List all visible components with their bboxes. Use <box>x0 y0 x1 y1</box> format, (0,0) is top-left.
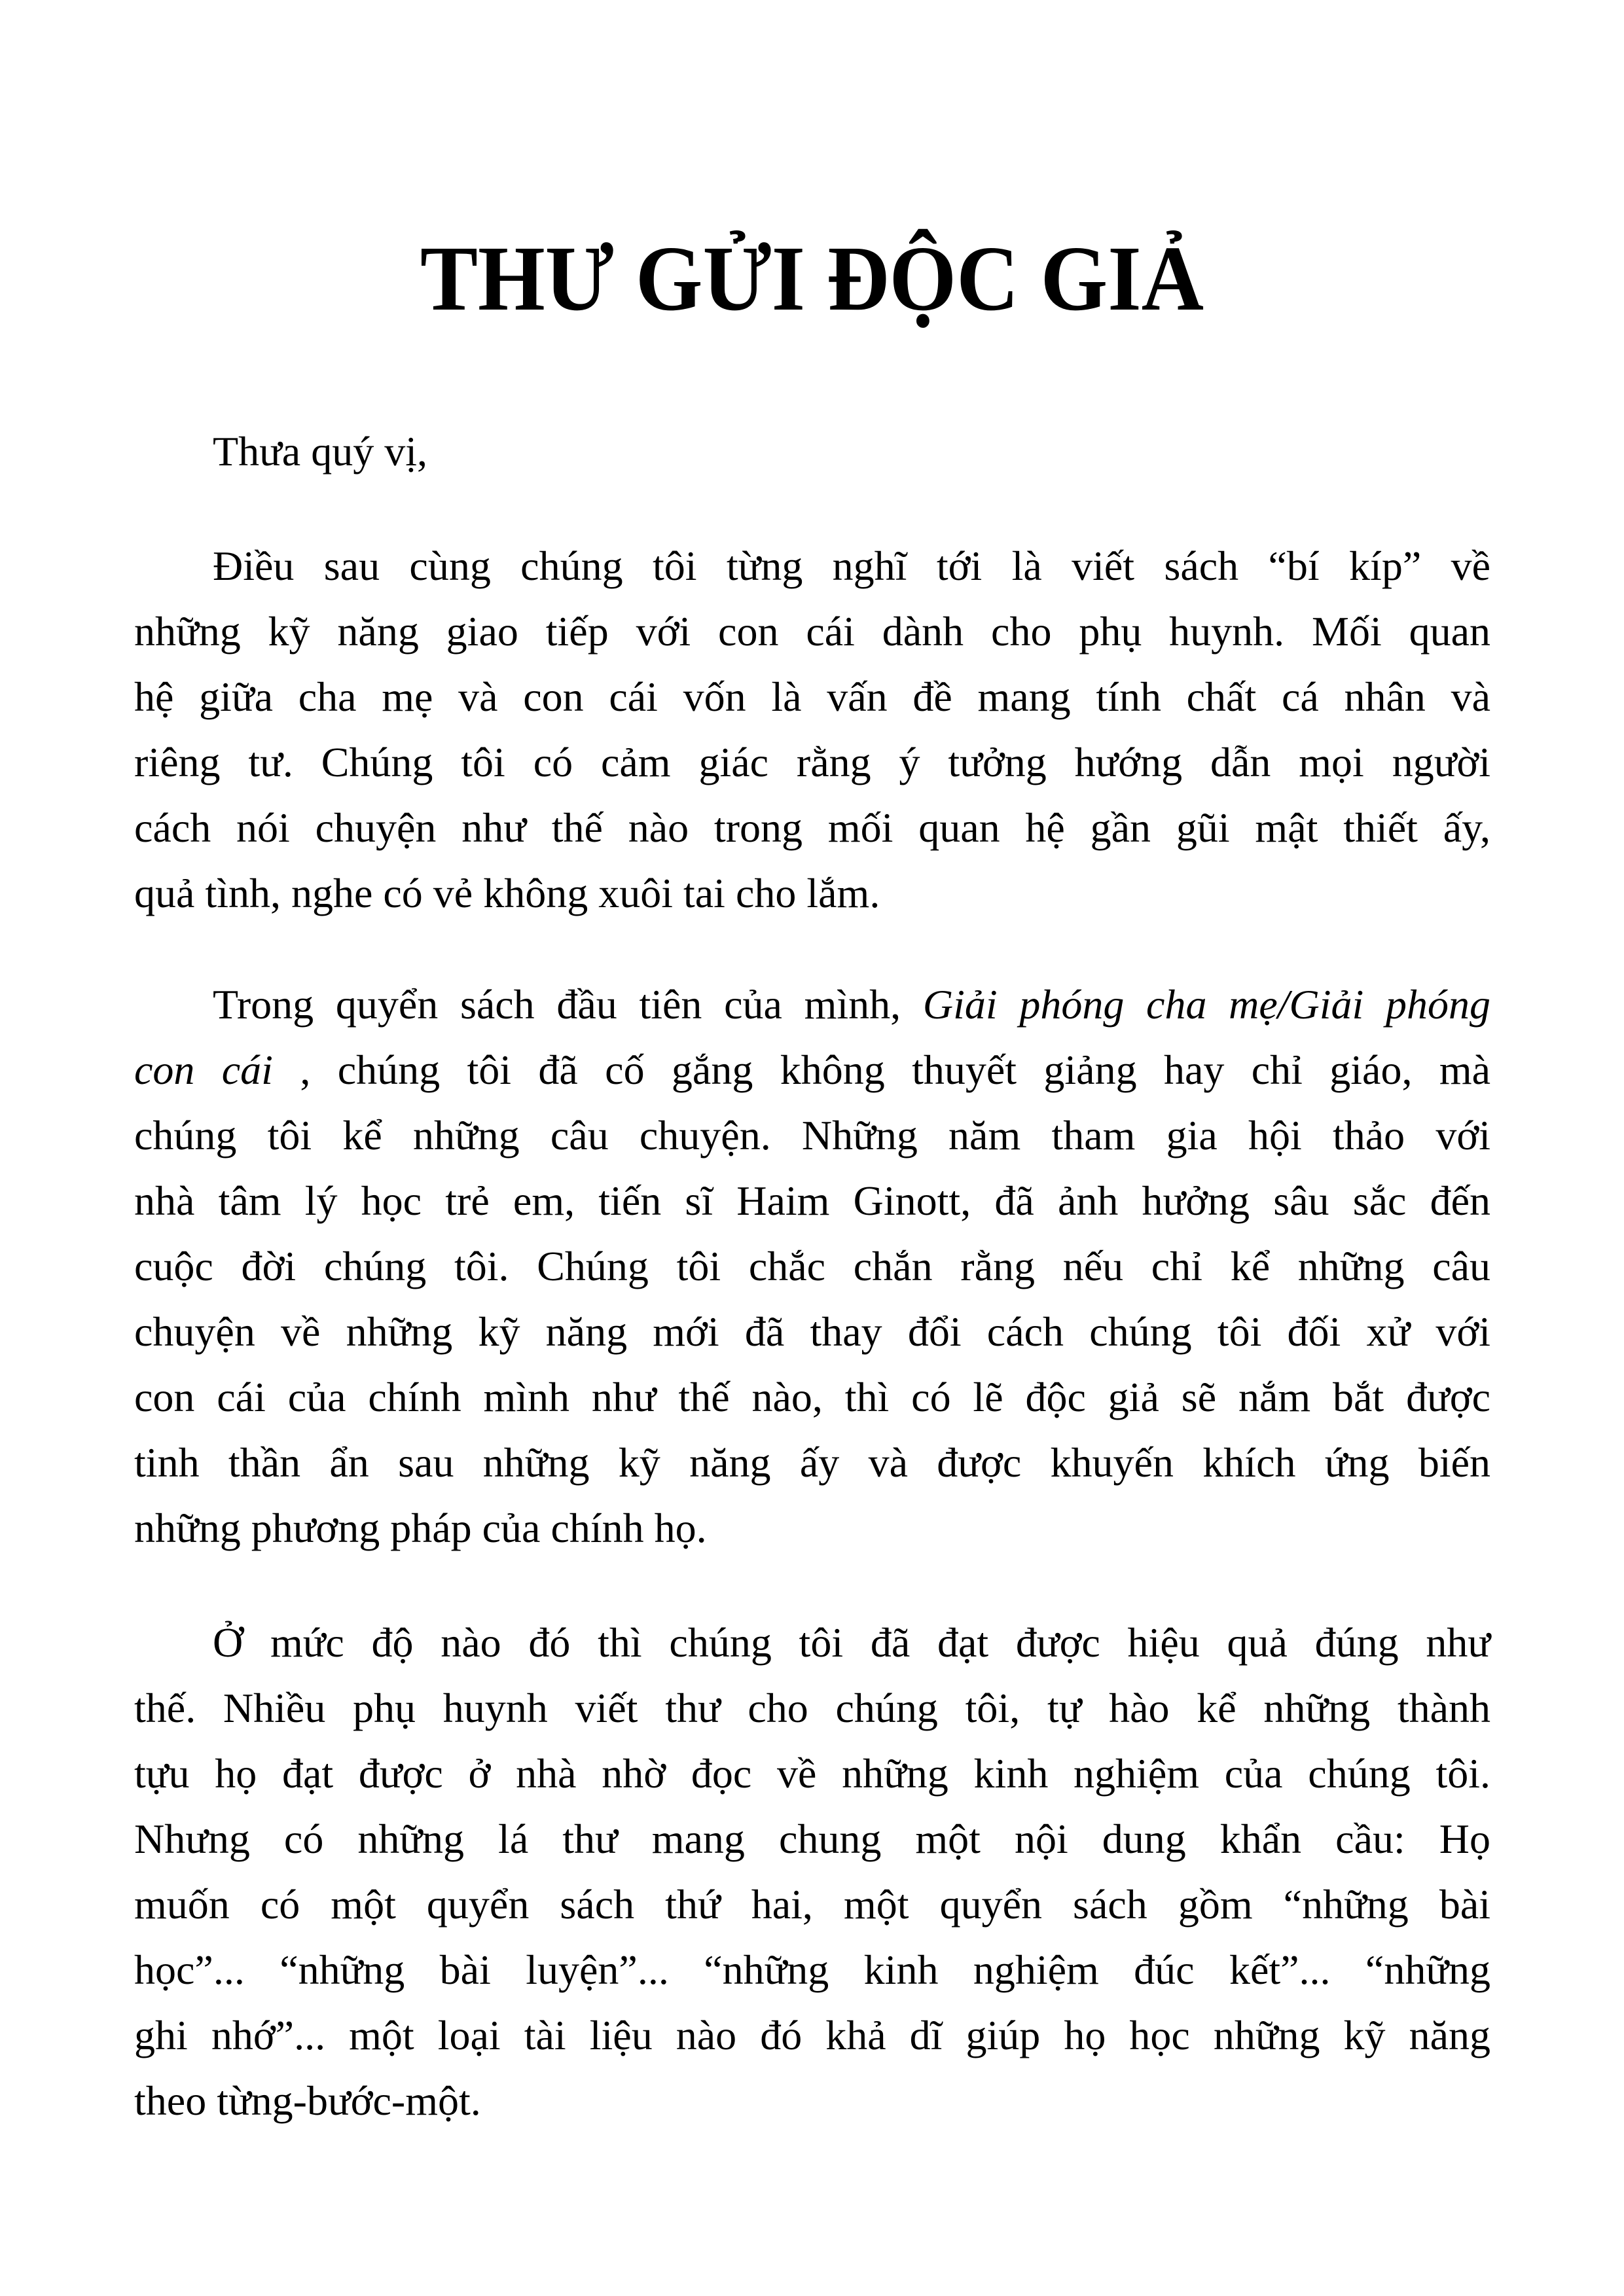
paragraph-line: nhà tâm lý học trẻ em, tiến sĩ Haim Ginott, đã ảnh hưởng sâu sắc đến <box>134 1177 1490 1224</box>
paragraph-line: chúng tôi kể những câu chuyện. Những năm tham gia hội thảo với <box>134 1112 1490 1158</box>
paragraph-line: hệ giữa cha mẹ và con cái vốn là vấn đề mang tính chất cá nhân và <box>134 673 1490 720</box>
paragraph-line: con cái của chính mình như thế nào, thì có lẽ độc giả sẽ nắm bắt được <box>134 1374 1490 1420</box>
paragraph-line: chuyện về những kỹ năng mới đã thay đổi cách chúng tôi đối xử với <box>134 1308 1490 1355</box>
paragraph-line: những phương pháp của chính họ. <box>134 1505 707 1551</box>
paragraph-line: Ở mức độ nào đó thì chúng tôi đã đạt được hiệu quả đúng như <box>213 1619 1490 1666</box>
book-title-italic: con cái <box>134 1047 273 1093</box>
paragraph-line: tựu họ đạt được ở nhà nhờ đọc về những kinh nghiệm của chúng tôi. <box>134 1750 1490 1797</box>
paragraph-text: Trong quyển sách đầu tiên của mình, <box>213 981 923 1028</box>
paragraph-line: thế. Nhiều phụ huynh viết thư cho chúng tôi, tự hào kể những thành <box>134 1685 1490 1731</box>
paragraph-line: cuộc đời chúng tôi. Chúng tôi chắc chắn rằng nếu chỉ kể những câu <box>134 1243 1490 1289</box>
page-title: THƯ GỬI ĐỘC GIẢ <box>420 226 1204 330</box>
paragraph-line: muốn có một quyển sách thứ hai, một quyển sách gồm “những bài <box>134 1881 1490 1928</box>
paragraph-line: quả tình, nghe có vẻ không xuôi tai cho lắm. <box>134 870 880 916</box>
paragraph-line: riêng tư. Chúng tôi có cảm giác rằng ý tưởng hướng dẫn mọi người <box>134 739 1490 785</box>
paragraph-line: ghi nhớ”... một loại tài liệu nào đó khả dĩ giúp họ học những kỹ năng <box>134 2012 1490 2058</box>
paragraph-line: Nhưng có những lá thư mang chung một nội dung khẩn cầu: Họ <box>134 1816 1490 1862</box>
book-title-italic: Giải phóng cha mẹ/Giải phóng <box>922 981 1491 1028</box>
paragraph-line <box>134 1044 1490 1096</box>
paragraph-text: , chúng tôi đã cố gắng không thuyết giảng hay chỉ giáo, mà <box>272 1047 1491 1093</box>
paragraph-line: Điều sau cùng chúng tôi từng nghĩ tới là viết sách “bí kíp” về <box>213 543 1490 589</box>
paragraph-line: tinh thần ẩn sau những kỹ năng ấy và được khuyến khích ứng biến <box>134 1439 1490 1486</box>
salutation: Thưa quý vị, <box>213 428 427 475</box>
paragraph-line <box>213 978 1490 1031</box>
paragraph-line: cách nói chuyện như thế nào trong mối quan hệ gần gũi mật thiết ấy, <box>134 804 1490 851</box>
paragraph-line: theo từng-bước-một. <box>134 2077 481 2124</box>
paragraph-line: học”... “những bài luyện”... “những kinh nghiệm đúc kết”... “những <box>134 1946 1490 1993</box>
paragraph-line: những kỹ năng giao tiếp với con cái dành cho phụ huynh. Mối quan <box>134 608 1490 655</box>
